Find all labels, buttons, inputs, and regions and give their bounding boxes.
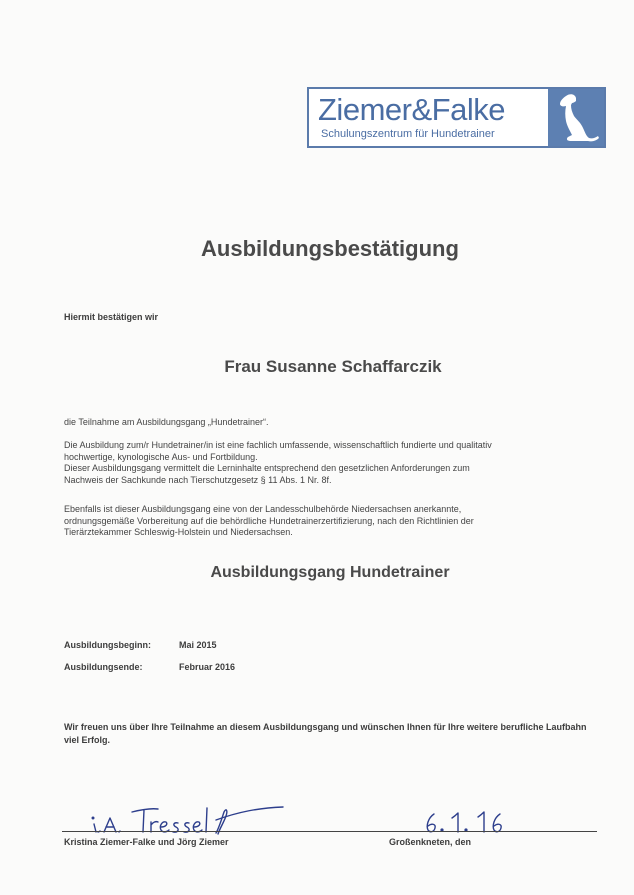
place-label: Großenkneten, den — [389, 837, 472, 847]
start-date-label: Ausbildungsbeginn: — [64, 640, 151, 650]
recognition-paragraph — [64, 504, 589, 539]
recognition-line: Ebenfalls ist dieser Ausbildungsgang eine von der Landesschulbehörde Niedersachsen anerkannte, — [64, 504, 462, 514]
recognition-line: ordnungsgemäße Vorbereitung auf die behördliche Hundetrainerzertifizierung, nach den Richtlinien der — [64, 515, 474, 526]
end-date-value: Februar 2016 — [179, 662, 236, 672]
sitting-dog-icon — [548, 89, 604, 146]
recognition-line: Tierärztekammer Schleswig-Holstein und Niedersachsen. — [64, 527, 293, 537]
description-line: Nachweis der Sachkunde nach Tierschutzgesetz § 11 Abs. 1 Nr. 8f. — [64, 474, 332, 485]
description-line: Die Ausbildung zum/r Hundetrainer/in ist eine fachlich umfassende, wissenschaftlich fundierte und qualitativ — [64, 440, 492, 450]
description-line: hochwertige, kynologische Aus- und Fortbildung. — [64, 451, 258, 462]
closing-text: Wir freuen uns über Ihre Teilnahme an diesem Ausbildungsgang und wünschen Ihnen für Ihre weitere berufliche Laufbahn viel Erfolg. — [64, 722, 587, 745]
course-title: Ausbildungsgang Hundetrainer — [210, 564, 450, 581]
end-date-row — [64, 662, 235, 684]
signature-line — [62, 831, 597, 832]
handwritten-date — [422, 810, 522, 836]
logo-tagline: Schulungszentrum für Hundetrainer — [321, 128, 495, 140]
start-date-row — [64, 640, 235, 662]
participation-text — [64, 417, 589, 429]
intro-text: Hiermit bestätigen wir — [64, 312, 159, 322]
participation-line: die Teilnahme am Ausbildungsgang „Hundetrainer“. — [64, 417, 269, 427]
recipient-name: Frau Susanne Schaffarczik — [224, 357, 442, 376]
document-title: Ausbildungsbestätigung — [201, 236, 459, 261]
description-paragraph — [64, 440, 589, 486]
start-date-value: Mai 2015 — [179, 640, 217, 650]
company-logo — [307, 87, 606, 148]
description-line: Dieser Ausbildungsgang vermittelt die Lerninhalte entsprechend den gesetzlichen Anforderungen zum — [64, 463, 470, 473]
training-dates — [64, 640, 235, 684]
end-date-label: Ausbildungsende: — [64, 662, 143, 672]
logo-wordmark: Ziemer&Falke — [318, 92, 505, 127]
signatories: Kristina Ziemer-Falke und Jörg Ziemer — [64, 837, 229, 847]
handwritten-signature — [88, 798, 288, 838]
